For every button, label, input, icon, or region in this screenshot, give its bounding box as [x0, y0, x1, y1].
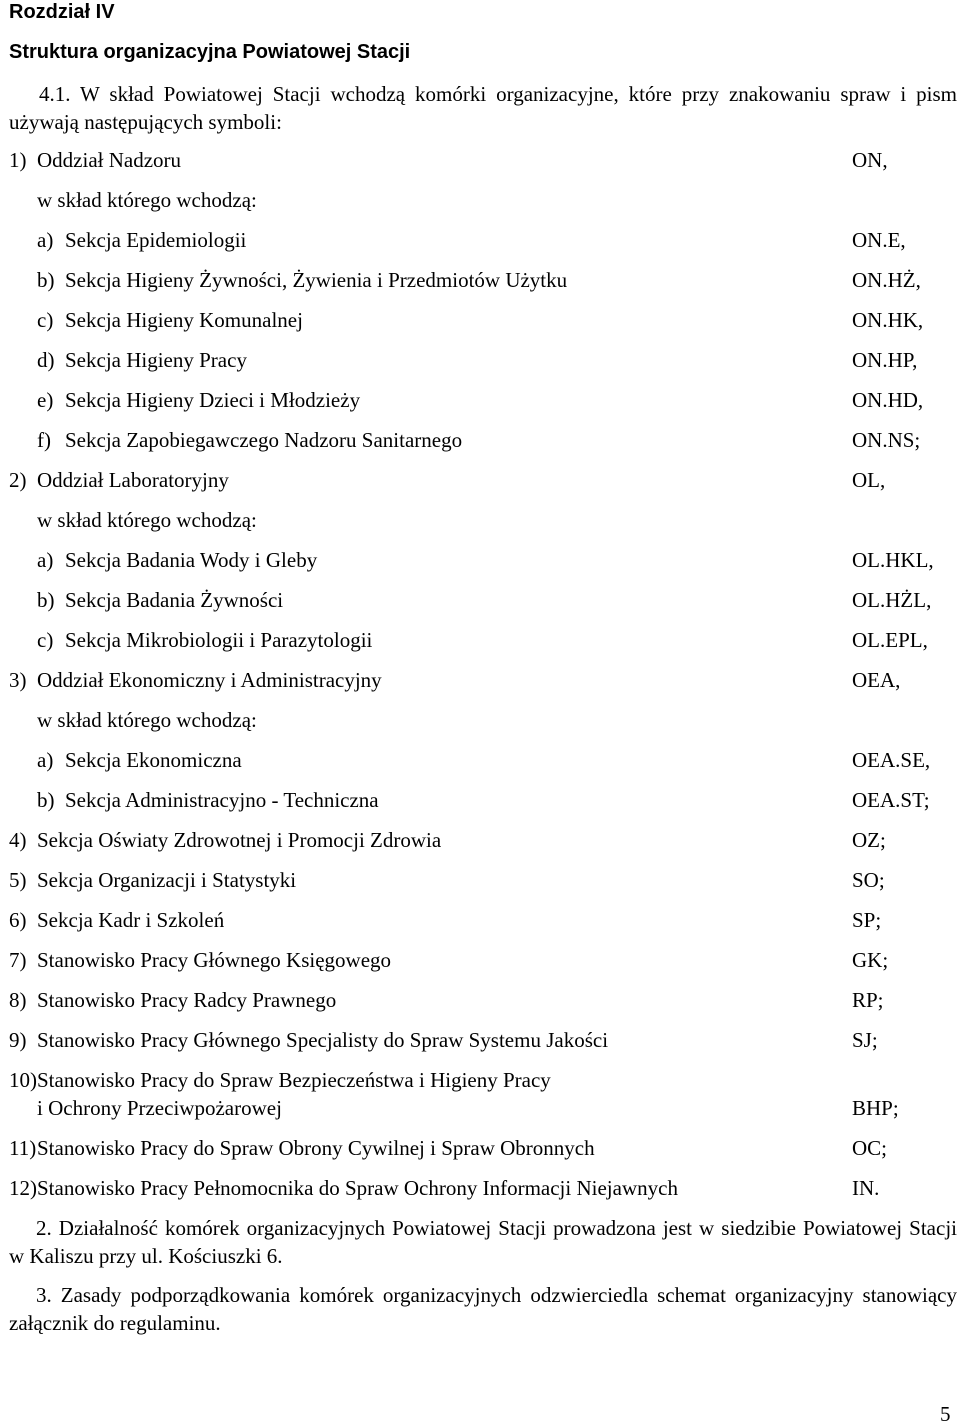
item-number: 6) [9, 908, 27, 932]
item-number: a) [37, 228, 54, 252]
item-number: 5) [9, 868, 27, 892]
unit-symbol: OEA.ST; [852, 788, 930, 812]
unit-name: Sekcja Zapobiegawczego Nadzoru Sanitarnego [65, 428, 463, 452]
unit-symbol: OEA.SE, [852, 748, 931, 772]
unit-name: Stanowisko Pracy Radcy Prawnego [37, 988, 337, 1012]
item-number: d) [37, 348, 55, 372]
item-number: c) [37, 308, 54, 332]
chapter-title: Rozdział IV [9, 1, 115, 23]
unit-name: Sekcja Higieny Żywności, Żywienia i Przedmiotów Użytku [65, 268, 568, 292]
unit-name: Oddział Nadzoru [37, 148, 182, 172]
unit-symbol: ON.NS; [852, 428, 921, 452]
unit-name: Stanowisko Pracy do Spraw Bezpieczeństwa i Higieny Pracy [37, 1068, 551, 1092]
item-number: 10) [9, 1068, 37, 1092]
unit-name: Stanowisko Pracy Pełnomocnika do Spraw Ochrony Informacji Niejawnych [37, 1176, 678, 1200]
unit-symbol: OZ; [852, 828, 886, 852]
unit-symbol: BHP; [852, 1096, 899, 1120]
unit-name: Sekcja Badania Wody i Gleby [65, 548, 318, 572]
unit-symbol: ON, [852, 148, 888, 172]
item-number: 8) [9, 988, 27, 1012]
unit-symbol: GK; [852, 948, 889, 972]
unit-symbol: ON.HŻ, [852, 268, 921, 292]
item-number: f) [37, 428, 51, 452]
item-number: 3) [9, 668, 27, 692]
unit-name: Stanowisko Pracy do Spraw Obrony Cywilnej i Spraw Obronnych [37, 1136, 595, 1160]
paragraph-number: 4.1. [39, 82, 71, 106]
unit-symbol: OEA, [852, 668, 901, 692]
paragraph-4-1 [9, 80, 957, 136]
unit-symbol: IN. [852, 1176, 880, 1200]
unit-symbol: SJ; [852, 1028, 878, 1052]
unit-symbol: SP; [852, 908, 882, 932]
unit-symbol: RP; [852, 988, 884, 1012]
item-number: 12) [9, 1176, 37, 1200]
page-number: 5 [940, 1402, 951, 1426]
unit-name: Sekcja Administracyjno - Techniczna [65, 788, 379, 812]
unit-symbol: OL.HŻL, [852, 588, 932, 612]
unit-name: Sekcja Higieny Dzieci i Młodzieży [65, 388, 361, 412]
unit-symbol: SO; [852, 868, 885, 892]
unit-name: Sekcja Ekonomiczna [65, 748, 242, 772]
section-intro-label: w skład którego wchodzą: [37, 708, 257, 732]
item-number: b) [37, 268, 55, 292]
unit-name: Sekcja Higieny Pracy [65, 348, 247, 372]
unit-name: Sekcja Badania Żywności [65, 588, 284, 612]
item-number: 11) [9, 1136, 37, 1160]
unit-name: Oddział Laboratoryjny [37, 468, 229, 492]
unit-name: Stanowisko Pracy Głównego Specjalisty do Spraw Systemu Jakości [37, 1028, 609, 1052]
section-intro-label: w skład którego wchodzą: [37, 188, 257, 212]
unit-symbol: ON.HD, [852, 388, 924, 412]
unit-name: Sekcja Higieny Komunalnej [65, 308, 303, 332]
unit-symbol: OL, [852, 468, 886, 492]
unit-name: Sekcja Epidemiologii [65, 228, 247, 252]
unit-name: Sekcja Organizacji i Statystyki [37, 868, 297, 892]
unit-name: Sekcja Mikrobiologii i Parazytologii [65, 628, 373, 652]
unit-symbol: OL.EPL, [852, 628, 928, 652]
item-number: e) [37, 388, 54, 412]
item-number: 7) [9, 948, 27, 972]
item-number: a) [37, 748, 54, 772]
unit-symbol: ON.HK, [852, 308, 924, 332]
section-intro-label: w skład którego wchodzą: [37, 508, 257, 532]
paragraph-2: 2. Działalność komórek organizacyjnych Powiatowej Stacji prowadzona jest w siedzibie Powiatowej Stacji w Kaliszu przy ul. Kościuszki 6. [9, 1216, 957, 1268]
item-number: 9) [9, 1028, 27, 1052]
item-number: c) [37, 628, 54, 652]
item-number: 4) [9, 828, 27, 852]
chapter-subtitle: Struktura organizacyjna Powiatowej Stacji [9, 41, 411, 63]
unit-symbol: OC; [852, 1136, 888, 1160]
item-number: 1) [9, 148, 27, 172]
unit-name: Stanowisko Pracy Głównego Księgowego [37, 948, 392, 972]
item-number: b) [37, 788, 55, 812]
unit-name-continued: i Ochrony Przeciwpożarowej [37, 1096, 282, 1120]
unit-symbol: ON.E, [852, 228, 906, 252]
unit-symbol: OL.HKL, [852, 548, 934, 572]
unit-name: Sekcja Oświaty Zdrowotnej i Promocji Zdrowia [37, 828, 442, 852]
paragraph-3: 3. Zasady podporządkowania komórek organizacyjnych odzwierciedla schemat organizacyjny stanowiący załącznik do regulaminu. [9, 1283, 957, 1335]
paragraph-text: W skład Powiatowej Stacji wchodzą komórki organizacyjne, które przy znakowaniu spraw i pism używają następujących symboli: [9, 82, 957, 134]
item-number: b) [37, 588, 55, 612]
unit-name: Oddział Ekonomiczny i Administracyjny [37, 668, 382, 692]
item-number: 2) [9, 468, 27, 492]
unit-name: Sekcja Kadr i Szkoleń [37, 908, 225, 932]
unit-symbol: ON.HP, [852, 348, 918, 372]
item-number: a) [37, 548, 54, 572]
